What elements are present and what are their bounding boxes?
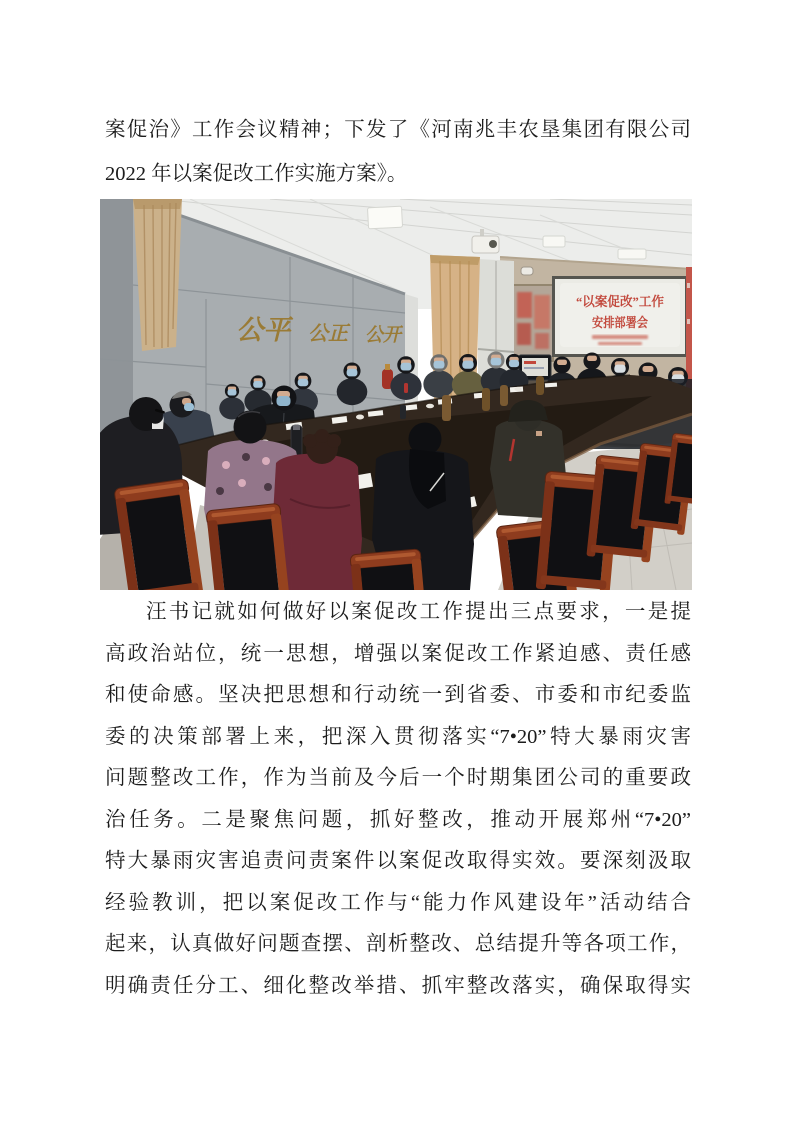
text-line: 经验教训，把以案促改工作与“能力作风建设年”活动结合 bbox=[105, 891, 691, 914]
text-line: 高政治站位，统一思想，增强以案促改工作紧迫感、责任感 bbox=[105, 642, 691, 665]
text-line: 和使命感。坚决把思想和行动统一到省委、市委和市纪委监 bbox=[105, 684, 691, 706]
screen-title-line1: “以案促改”工作 bbox=[576, 294, 664, 309]
text-line: 委的决策部署上来，把深入贯彻落实“7•20”特大暴雨灾害 bbox=[105, 725, 691, 748]
wall-slogan-word-1: 公平 bbox=[236, 315, 294, 345]
wall-poster bbox=[686, 267, 692, 391]
text-line: 特大暴雨灾害追责问责案件以案促改取得实效。要深刻汲取 bbox=[105, 850, 691, 872]
wall-slogan-word-2: 公正 bbox=[308, 323, 351, 345]
text-line: 汪书记就如何做好以案促改工作提出三点要求，一是提 bbox=[146, 601, 691, 623]
meeting-photo bbox=[100, 199, 692, 590]
text-line: 起来，认真做好问题查摆、剖析整改、总结提升等各项工作， bbox=[105, 933, 691, 955]
text-line: 案促治》工作会议精神；下发了《河南兆丰农垦集团有限公司 bbox=[105, 119, 691, 141]
body-paragraph bbox=[105, 592, 691, 1007]
bulletin-board bbox=[513, 285, 553, 361]
security-camera-icon bbox=[521, 267, 533, 275]
screen-title-line2: 安排部署会 bbox=[592, 315, 648, 330]
text-line: 问题整改工作，作为当前及今后一个时期集团公司的重要政 bbox=[105, 767, 691, 789]
text-line: 2022 年以案促改工作实施方案》。 bbox=[105, 163, 408, 185]
intro-paragraph bbox=[105, 108, 691, 196]
projection-screen bbox=[552, 276, 688, 357]
text-line: 明确责任分工、细化整改举措、抓牢整改落实，确保取得实 bbox=[105, 974, 691, 997]
wall-slogan-word-3: 公开 bbox=[365, 325, 404, 346]
text-line: 治任务。二是聚焦问题，抓好整改，推动开展郑州“7•20” bbox=[105, 808, 691, 831]
